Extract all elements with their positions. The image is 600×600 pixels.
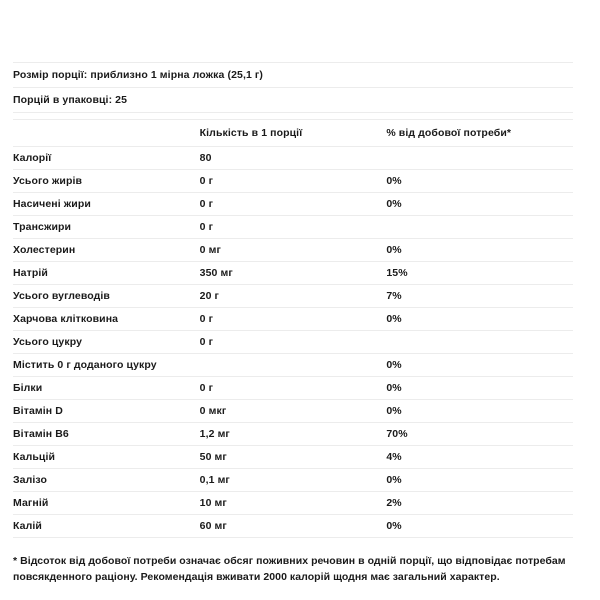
- serving-size-text: Розмір порції: приблизно 1 мірна ложка (25,1 г): [13, 69, 263, 81]
- nutrient-amount: 0,1 мг: [199, 474, 230, 486]
- column-header-row: [13, 120, 573, 147]
- table-row: [13, 423, 573, 446]
- nutrient-percent: [386, 147, 573, 170]
- nutrient-percent: 0%: [386, 175, 402, 187]
- nutrient-percent: 0%: [386, 520, 402, 532]
- table-row: [13, 170, 573, 193]
- servings-per-container-row: [13, 88, 573, 113]
- nutrient-name: Вітамін B6: [13, 428, 69, 440]
- nutrient-percent: 0%: [386, 313, 402, 325]
- table-bottom-spacer-row: [13, 538, 573, 545]
- nutrient-amount: 0 г: [199, 198, 214, 210]
- nutrient-amount: 80: [199, 152, 212, 164]
- nutrient-name: Усього цукру: [13, 336, 83, 348]
- column-header-name: [13, 120, 200, 147]
- nutrient-amount: 0 г: [199, 175, 214, 187]
- table-row: [13, 147, 573, 170]
- table-spacer-cell: [13, 113, 573, 120]
- table-bottom-spacer-cell: [13, 538, 573, 545]
- nutrient-amount: 1,2 мг: [199, 428, 230, 440]
- nutrient-percent: [386, 216, 573, 239]
- table-row: [13, 492, 573, 515]
- nutrient-percent: 15%: [386, 267, 408, 279]
- nutrient-amount: 50 мг: [199, 451, 227, 463]
- table-row: [13, 446, 573, 469]
- nutrient-name: Насичені жири: [13, 198, 91, 210]
- nutrient-name: Кальцій: [13, 451, 56, 463]
- nutrient-percent: 2%: [386, 497, 402, 509]
- nutrient-name: Білки: [13, 382, 43, 394]
- nutrient-percent: 70%: [386, 428, 408, 440]
- serving-size-row: [13, 63, 573, 88]
- nutrient-name: Вітамін D: [13, 405, 63, 417]
- nutrient-percent: 0%: [386, 382, 402, 394]
- nutrient-name: Калій: [13, 520, 42, 532]
- nutrient-amount: 20 г: [199, 290, 220, 302]
- nutrient-amount: 0 г: [199, 336, 214, 348]
- nutrient-percent: 0%: [386, 198, 402, 210]
- nutrient-name: Залізо: [13, 474, 47, 486]
- table-row: [13, 354, 573, 377]
- nutrient-name: Містить 0 г доданого цукру: [13, 359, 157, 371]
- column-header-percent: % від добової потреби*: [386, 127, 512, 139]
- table-row: [13, 308, 573, 331]
- table-row: [13, 262, 573, 285]
- table-row: [13, 193, 573, 216]
- nutrient-percent: [386, 331, 573, 354]
- nutrient-percent: 0%: [386, 474, 402, 486]
- nutrient-amount: 350 мг: [199, 267, 233, 279]
- nutrient-amount: 10 мг: [199, 497, 227, 509]
- table-row: [13, 515, 573, 538]
- nutrient-name: Усього вуглеводів: [13, 290, 110, 302]
- nutrient-amount: 0 мг: [199, 244, 221, 256]
- table-row: [13, 469, 573, 492]
- nutrient-amount: 0 г: [199, 221, 214, 233]
- nutrient-name: Усього жирів: [13, 175, 83, 187]
- table-row: [13, 216, 573, 239]
- table-spacer-row: [13, 113, 573, 120]
- nutrient-amount: 0 г: [199, 382, 214, 394]
- daily-value-footnote: * Відсоток від добової потреби означає обсяг поживних речовин в одній порції, що відповідає потребам повсякденного раціону. Рекомендація вживати 2000 калорій щодня має загальний характер.: [13, 555, 566, 583]
- nutrient-amount: 0 г: [199, 313, 214, 325]
- table-row: [13, 239, 573, 262]
- table-row: [13, 377, 573, 400]
- nutrient-percent: 0%: [386, 405, 402, 417]
- table-row: [13, 331, 573, 354]
- nutrient-amount: 60 мг: [199, 520, 227, 532]
- nutrient-name: Натрій: [13, 267, 48, 279]
- nutrient-percent: 0%: [386, 359, 402, 371]
- nutrition-facts-body: [13, 63, 573, 545]
- nutrient-amount: 0 мкг: [199, 405, 227, 417]
- table-row: [13, 400, 573, 423]
- nutrient-name: Калорії: [13, 152, 52, 164]
- column-header-amount: Кількість в 1 порції: [199, 127, 303, 139]
- nutrient-name: Трансжири: [13, 221, 72, 233]
- nutrition-facts-table: [13, 62, 573, 544]
- servings-per-container-text: Порцій в упаковці: 25: [13, 94, 128, 106]
- nutrient-percent: 0%: [386, 244, 402, 256]
- nutrient-name: Харчова клітковина: [13, 313, 119, 325]
- nutrient-name: Холестерин: [13, 244, 76, 256]
- nutrient-name: Магній: [13, 497, 49, 509]
- nutrient-percent: 4%: [386, 451, 402, 463]
- nutrient-percent: 7%: [386, 290, 402, 302]
- nutrient-amount: [200, 354, 387, 377]
- table-row: [13, 285, 573, 308]
